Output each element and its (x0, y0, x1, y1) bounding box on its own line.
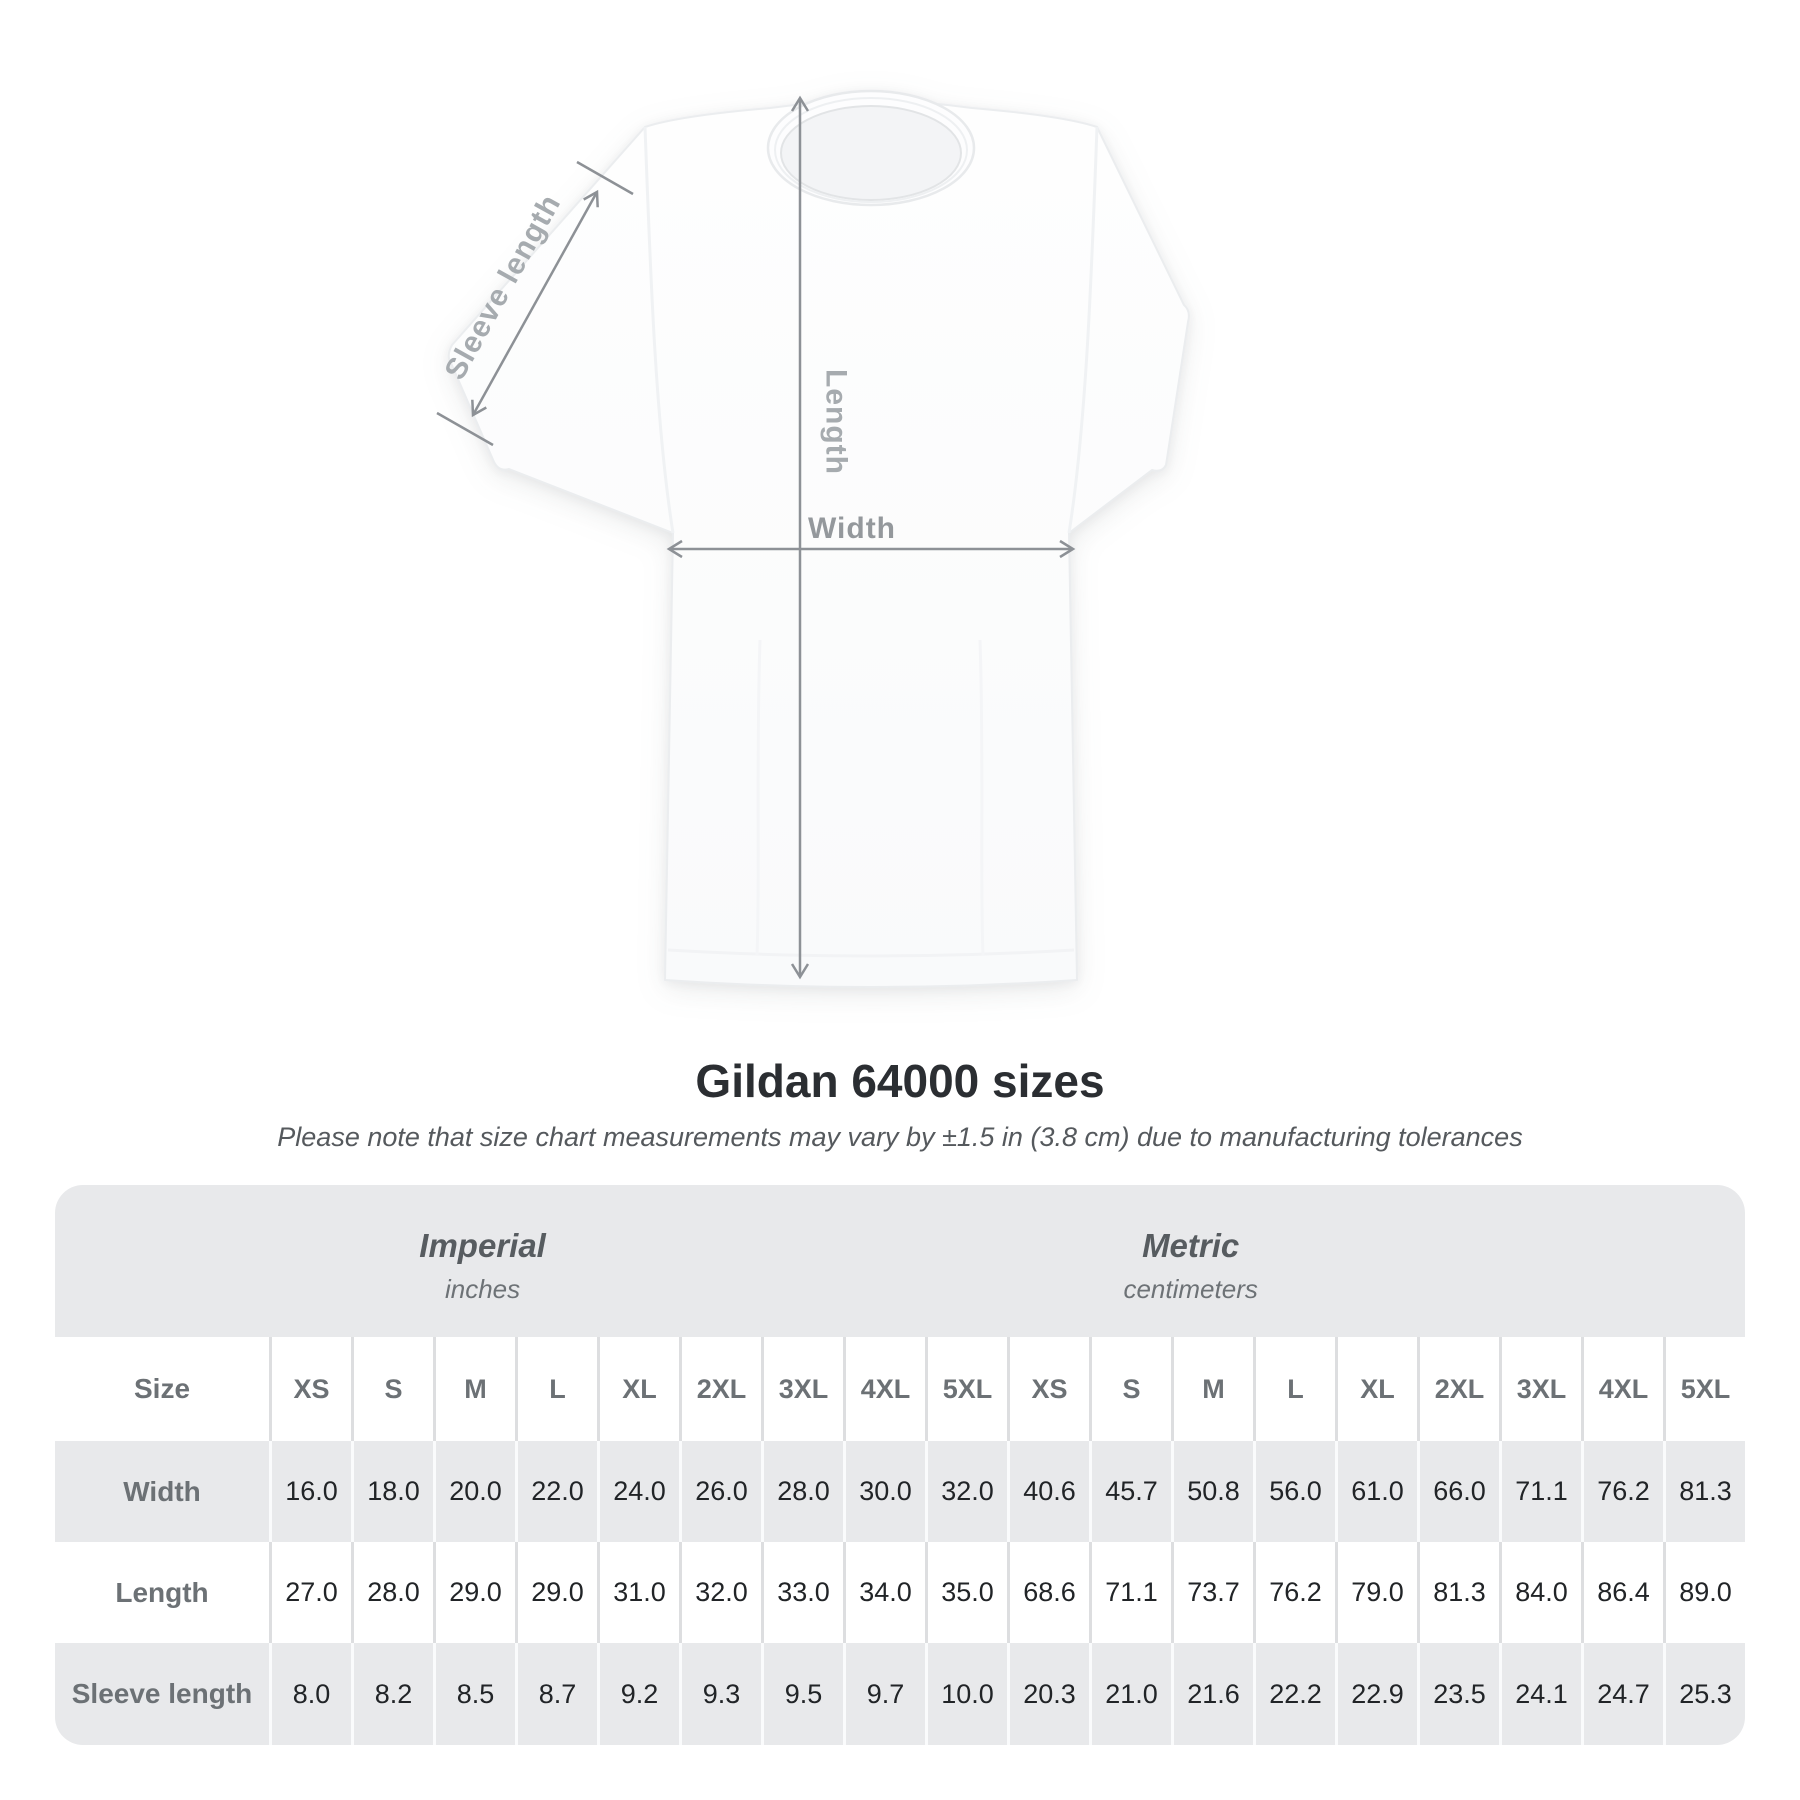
width-label: Width (807, 512, 897, 545)
sleeve-value-cell: 24.7 (1581, 1643, 1663, 1745)
size-header-cell: 4XL (1581, 1337, 1663, 1441)
sleeve-value-cell: 8.2 (351, 1643, 433, 1745)
sleeve-value-cell: 25.3 (1663, 1643, 1745, 1745)
length-row-label: Length (115, 1576, 209, 1608)
sleeve-length-row (55, 1643, 1745, 1745)
size-header-cell: XL (597, 1337, 679, 1441)
width-value-cell: 24.0 (597, 1441, 679, 1542)
width-value-cell: 50.8 (1171, 1441, 1253, 1542)
imperial-group-unit: inches (444, 1274, 521, 1304)
width-value-cell: 22.0 (515, 1441, 597, 1542)
sleeve-imperial-values (269, 1643, 1007, 1745)
length-value-cell: 32.0 (679, 1542, 761, 1643)
width-value-cell: 30.0 (843, 1441, 925, 1542)
imperial-group-header (55, 1227, 910, 1305)
width-imperial-values (269, 1441, 1007, 1542)
page-title: Gildan 64000 sizes (695, 1055, 1105, 1107)
metric-group-unit: centimeters (1123, 1274, 1258, 1304)
length-value-cell: 76.2 (1253, 1542, 1335, 1643)
metric-group-header (910, 1227, 1471, 1305)
sleeve-value-cell: 24.1 (1499, 1643, 1581, 1745)
size-header-cell: S (351, 1337, 433, 1441)
size-header-cell: XL (1335, 1337, 1417, 1441)
size-table-card (55, 1185, 1745, 1745)
length-value-cell: 34.0 (843, 1542, 925, 1643)
length-label: Length (819, 369, 853, 475)
width-value-cell: 32.0 (925, 1441, 1007, 1542)
length-value-cell: 68.6 (1007, 1542, 1089, 1643)
sleeve-value-cell: 21.0 (1089, 1643, 1171, 1745)
length-value-cell: 29.0 (433, 1542, 515, 1643)
width-value-cell: 40.6 (1007, 1441, 1089, 1542)
sleeve-value-cell: 8.7 (515, 1643, 597, 1745)
size-header-cell: M (433, 1337, 515, 1441)
size-header-cell: 5XL (925, 1337, 1007, 1441)
sleeve-value-cell: 10.0 (925, 1643, 1007, 1745)
width-value-cell: 20.0 (433, 1441, 515, 1542)
size-header-cell: 5XL (1663, 1337, 1745, 1441)
size-header-cell: 3XL (761, 1337, 843, 1441)
size-header-cell: M (1171, 1337, 1253, 1441)
width-value-cell: 71.1 (1499, 1441, 1581, 1542)
length-value-cell: 33.0 (761, 1542, 843, 1643)
metric-group-title: Metric (1142, 1227, 1240, 1264)
size-header-cell: 3XL (1499, 1337, 1581, 1441)
width-value-cell: 18.0 (351, 1441, 433, 1542)
size-header-cell: L (515, 1337, 597, 1441)
length-value-cell: 31.0 (597, 1542, 679, 1643)
sleeve-length-label: Sleeve length (438, 188, 568, 386)
length-value-cell: 84.0 (1499, 1542, 1581, 1643)
sleeve-value-cell: 22.9 (1335, 1643, 1417, 1745)
sleeve-value-cell: 21.6 (1171, 1643, 1253, 1745)
length-value-cell: 86.4 (1581, 1542, 1663, 1643)
length-value-cell: 28.0 (351, 1542, 433, 1643)
length-metric-values (1007, 1542, 1745, 1643)
length-row (55, 1542, 1745, 1643)
size-header-cell: 2XL (1417, 1337, 1499, 1441)
size-header-cell: 4XL (843, 1337, 925, 1441)
width-value-cell: 28.0 (761, 1441, 843, 1542)
size-header-row (55, 1337, 1745, 1441)
sleeve-metric-values (1007, 1643, 1745, 1745)
width-value-cell: 81.3 (1663, 1441, 1745, 1542)
sleeve-value-cell: 9.2 (597, 1643, 679, 1745)
size-header-cell: XS (269, 1337, 351, 1441)
sleeve-value-cell: 9.7 (843, 1643, 925, 1745)
width-row-label: Width (123, 1475, 201, 1507)
size-header-cell: L (1253, 1337, 1335, 1441)
unit-group-header (55, 1185, 1745, 1337)
sleeve-value-cell: 22.2 (1253, 1643, 1335, 1745)
imperial-group-title: Imperial (419, 1227, 546, 1264)
length-value-cell: 73.7 (1171, 1542, 1253, 1643)
width-row (55, 1441, 1745, 1542)
width-value-cell: 45.7 (1089, 1441, 1171, 1542)
sleeve-row-label: Sleeve length (71, 1678, 253, 1709)
width-value-cell: 76.2 (1581, 1441, 1663, 1542)
width-value-cell: 66.0 (1417, 1441, 1499, 1542)
width-metric-values (1007, 1441, 1745, 1542)
width-value-cell: 56.0 (1253, 1441, 1335, 1542)
length-value-cell: 81.3 (1417, 1542, 1499, 1643)
size-header-cell: S (1089, 1337, 1171, 1441)
width-value-cell: 16.0 (269, 1441, 351, 1542)
length-value-cell: 71.1 (1089, 1542, 1171, 1643)
size-header-cell: 2XL (679, 1337, 761, 1441)
sleeve-value-cell: 8.0 (269, 1643, 351, 1745)
sleeve-value-cell: 9.3 (679, 1643, 761, 1745)
length-value-cell: 27.0 (269, 1542, 351, 1643)
sleeve-value-cell: 8.5 (433, 1643, 515, 1745)
tolerance-note: Please note that size chart measurements may vary by ±1.5 in (3.8 cm) due to manufacturing tolerances (277, 1122, 1523, 1152)
width-value-cell: 61.0 (1335, 1441, 1417, 1542)
size-header-cell: XS (1007, 1337, 1089, 1441)
length-value-cell: 79.0 (1335, 1542, 1417, 1643)
sleeve-value-cell: 23.5 (1417, 1643, 1499, 1745)
length-value-cell: 29.0 (515, 1542, 597, 1643)
sleeve-value-cell: 9.5 (761, 1643, 843, 1745)
length-value-cell: 35.0 (925, 1542, 1007, 1643)
imperial-size-headers (269, 1337, 1007, 1441)
size-column-header: Size (133, 1373, 191, 1404)
width-value-cell: 26.0 (679, 1441, 761, 1542)
length-imperial-values (269, 1542, 1007, 1643)
sleeve-value-cell: 20.3 (1007, 1643, 1089, 1745)
metric-size-headers (1007, 1337, 1745, 1441)
length-value-cell: 89.0 (1663, 1542, 1745, 1643)
